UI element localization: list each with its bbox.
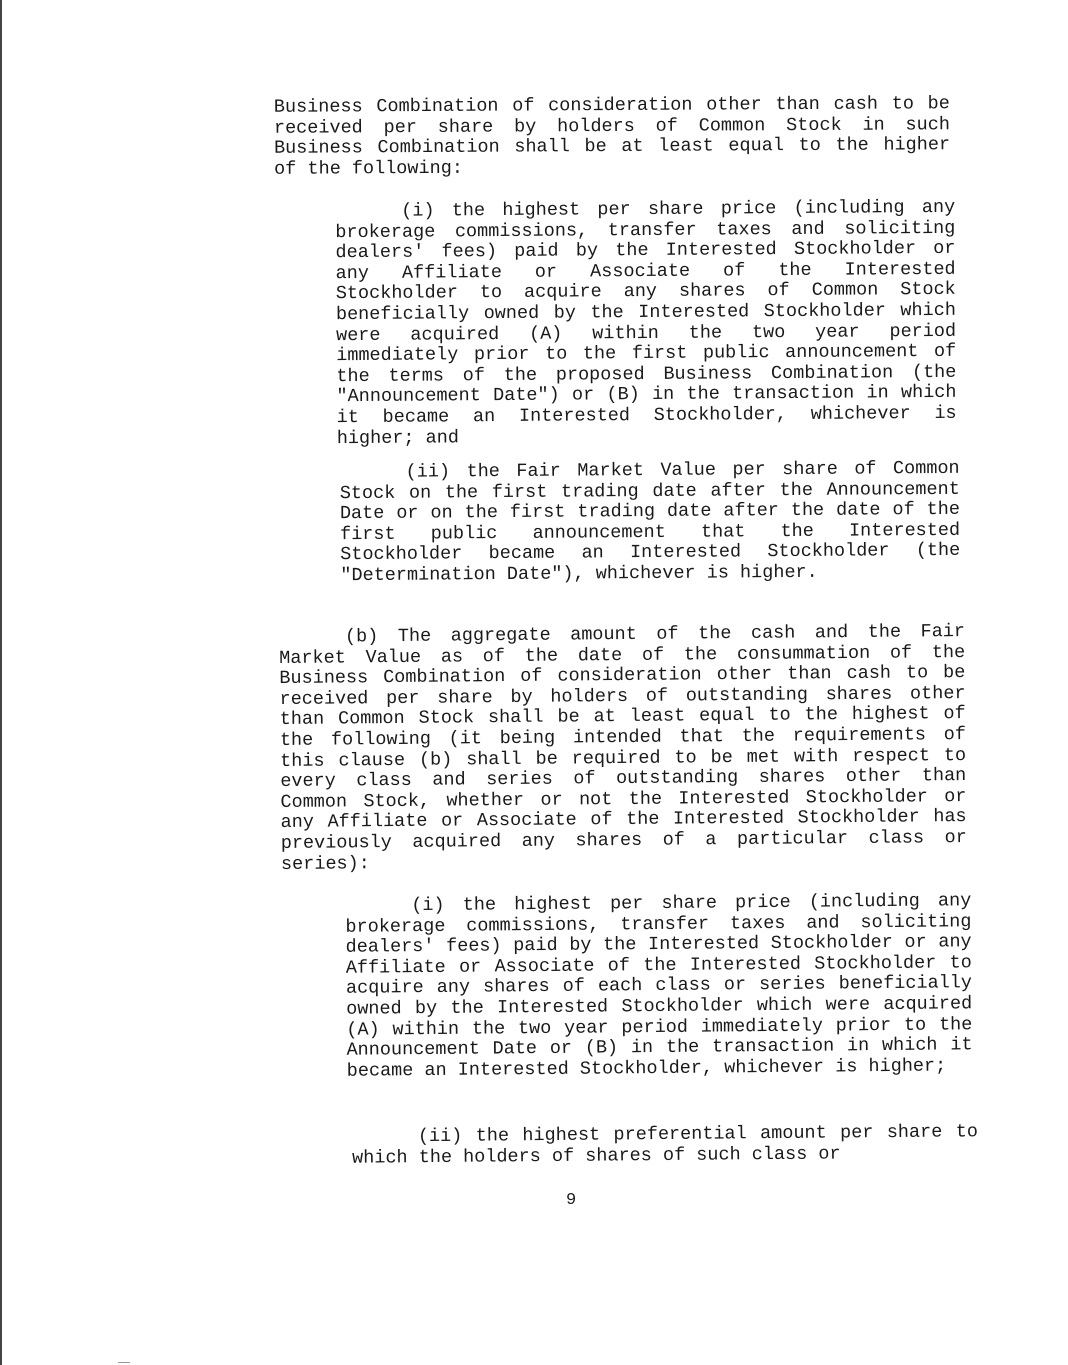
clause-a-i-paragraph: (i) the highest per share price (including any brokerage commissions, transfer taxes and soliciting dealers' fees) paid by the Interested Stockholder or any Affiliate or Associate of the Interested Stockholder to acquire any shares of Common Stock beneficially owned by the Interested Stockholder which were acquired (A) within the two year period immediately prior to the first public announcement of the terms of the proposed Business Combination (the "Announcement Date") or (B) in the transaction in which it became an Interested Stockholder, whichever is higher; and	[335, 196, 957, 449]
paragraph-continuation: Business Combination of consideration other than cash to be received per share by holders of Common Stock in such Business Combination shall be at least equal to the higher of the following:	[273, 93, 951, 180]
scan-mark	[118, 1362, 130, 1363]
page-left-edge	[0, 0, 2, 1365]
clause-b-i-paragraph: (i) the highest per share price (including any brokerage commissions, transfer taxes and soliciting dealers' fees) paid by the Interested Stockholder or any Affiliate or Associate of the Interested Stockholder to acquire any shares of each class or series beneficially owned by the Interested Stockholder which were acquired (A) within the two year period immediately prior to the Announcement Date or (B) in the transaction in which it became an Interested Stockholder, whichever is higher;	[345, 890, 973, 1082]
clause-a-ii-paragraph: (ii) the Fair Market Value per share of Common Stock on the first trading date after the Announcement Date or on the first trading date after the date of the first public announcement that the Interested Stockholder became an Interested Stockholder (the "Determination Date"), whichever is higher.	[339, 457, 961, 587]
clause-b-ii-paragraph: (ii) the highest preferential amount per share to which the holders of shares of such class or	[352, 1121, 978, 1169]
clause-b-paragraph: (b) The aggregate amount of the cash and the Fair Market Value as of the date of the consummation of the Business Combination of consideration other than cash to be received per share by holders of outstanding shares other than Common Stock shall be at least equal to the highest of the following (it being intended that the requirements of this clause (b) shall be required to be met with respect to every class and series of outstanding shares other than Common Stock, whether or not the Interested Stockholder or any Affiliate or Associate of the Interested Stockholder has previously acquired any shares of a particular class or series):	[279, 621, 967, 875]
page-number: 9	[566, 1191, 577, 1210]
